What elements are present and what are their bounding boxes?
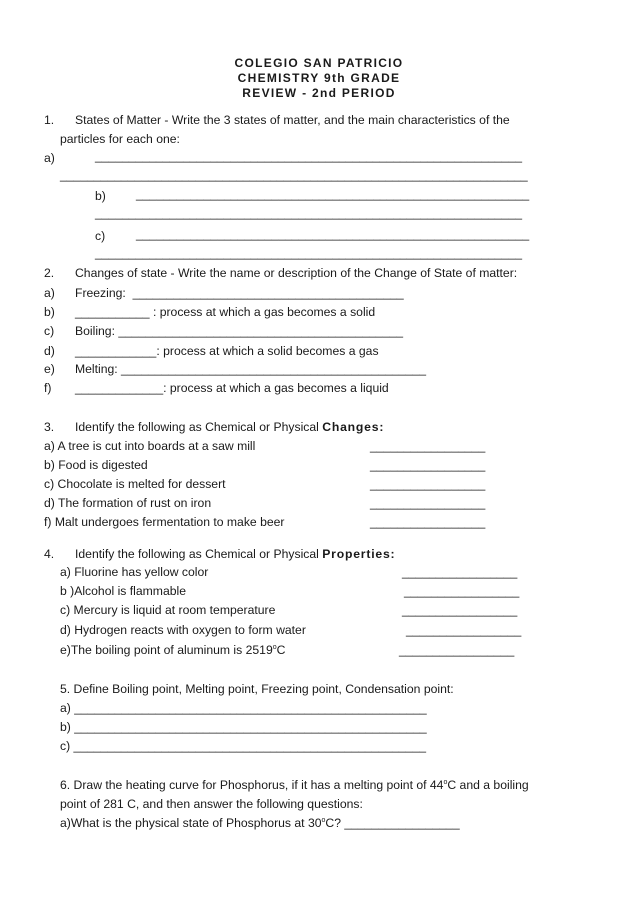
q2-number: 2. bbox=[44, 266, 55, 280]
q3-number: 3. bbox=[44, 420, 55, 434]
q6-question-a-blank[interactable]: _________________ bbox=[344, 816, 460, 830]
q4-item-a: a) Fluorine has yellow color bbox=[60, 565, 209, 579]
q2-d-item[interactable]: ____________: process at which a solid becomes a gas bbox=[75, 344, 379, 358]
q1-a-answer-line-2[interactable]: _____________________________________________________________________ bbox=[60, 168, 528, 182]
school-name: COLEGIO SAN PATRICIO bbox=[234, 56, 404, 70]
q4-item-e: e)The boiling point of aluminum is 2519$^o$C bbox=[60, 643, 286, 657]
q2-c-letter: c) bbox=[44, 324, 55, 338]
q3-prompt-bold: Changes: bbox=[322, 420, 385, 434]
q2-a-item[interactable]: Freezing: ________________________________________ bbox=[75, 286, 404, 300]
q2-f-letter: f) bbox=[44, 381, 52, 395]
q4-item-e-blank[interactable]: _________________ bbox=[399, 643, 515, 657]
q3-item-b-blank[interactable]: _________________ bbox=[370, 458, 486, 472]
q3-item-d: d) The formation of rust on iron bbox=[44, 496, 212, 510]
q2-d-letter: d) bbox=[44, 344, 55, 358]
q1-c-answer-line-2[interactable]: _______________________________________________________________ bbox=[95, 246, 523, 260]
q4-prompt: Identify the following as Chemical or Physical Properties: bbox=[75, 547, 396, 561]
q4-item-d-blank[interactable]: _________________ bbox=[406, 623, 522, 637]
q3-item-c-blank[interactable]: _________________ bbox=[370, 477, 486, 491]
q1-a-letter: a) bbox=[44, 151, 55, 165]
q6-prompt: 6. Draw the heating curve for Phosphorus, if it has a melting point of 44$^o$C and a boiling bbox=[60, 778, 529, 792]
q2-a-letter: a) bbox=[44, 286, 55, 300]
review-title: REVIEW - 2nd PERIOD bbox=[242, 86, 396, 100]
q5-item-b[interactable]: b) ____________________________________________________ bbox=[60, 720, 427, 734]
q4-number: 4. bbox=[44, 547, 55, 561]
q2-f-item[interactable]: _____________: process at which a gas becomes a liquid bbox=[75, 381, 389, 395]
q3-item-d-blank[interactable]: _________________ bbox=[370, 496, 486, 510]
q3-item-f-blank[interactable]: _________________ bbox=[370, 515, 486, 529]
q1-prompt-cont: particles for each one: bbox=[60, 132, 180, 146]
q1-b-answer-line[interactable]: __________________________________________________________ bbox=[136, 187, 530, 201]
q4-prompt-bold: Properties: bbox=[322, 547, 396, 561]
q1-c-answer-line[interactable]: __________________________________________________________ bbox=[136, 227, 530, 241]
q2-prompt: Changes of state - Write the name or description of the Change of State of matter: bbox=[75, 266, 518, 280]
q4-item-a-blank[interactable]: _________________ bbox=[402, 565, 518, 579]
q6-prompt-cont: point of 281 C, and then answer the following questions: bbox=[60, 797, 363, 811]
q4-item-d: d) Hydrogen reacts with oxygen to form water bbox=[60, 623, 306, 637]
course-title: CHEMISTRY 9th GRADE bbox=[237, 71, 401, 85]
q3-item-a: a) A tree is cut into boards at a saw mill bbox=[44, 439, 256, 453]
q2-c-item[interactable]: Boiling: __________________________________________ bbox=[75, 324, 404, 338]
q5-item-c[interactable]: c) ____________________________________________________ bbox=[60, 739, 426, 753]
q4-item-c-blank[interactable]: _________________ bbox=[402, 603, 518, 617]
q1-b-answer-line-2[interactable]: _______________________________________________________________ bbox=[95, 206, 523, 220]
q1-b-letter: b) bbox=[95, 189, 106, 203]
q4-item-c: c) Mercury is liquid at room temperature bbox=[60, 603, 276, 617]
q3-item-a-blank[interactable]: _________________ bbox=[370, 439, 486, 453]
q3-item-c: c) Chocolate is melted for dessert bbox=[44, 477, 226, 491]
q4-item-b: b )Alcohol is flammable bbox=[60, 584, 186, 598]
q5-item-a[interactable]: a) ____________________________________________________ bbox=[60, 701, 427, 715]
q2-b-letter: b) bbox=[44, 305, 55, 319]
q3-item-f: f) Malt undergoes fermentation to make beer bbox=[44, 515, 285, 529]
q2-b-item[interactable]: ___________ : process at which a gas becomes a solid bbox=[75, 305, 376, 319]
q1-number: 1. bbox=[44, 113, 55, 127]
q2-e-item[interactable]: Melting: _____________________________________________ bbox=[75, 362, 427, 376]
q1-prompt: States of Matter - Write the 3 states of matter, and the main characteristics of the bbox=[75, 113, 510, 127]
q3-item-b: b) Food is digested bbox=[44, 458, 148, 472]
q4-item-b-blank[interactable]: _________________ bbox=[404, 584, 520, 598]
q1-a-answer-line[interactable]: _______________________________________________________________ bbox=[95, 149, 523, 163]
q5-prompt: 5. Define Boiling point, Melting point, Freezing point, Condensation point: bbox=[60, 682, 454, 696]
q1-c-letter: c) bbox=[95, 229, 106, 243]
q2-e-letter: e) bbox=[44, 362, 55, 376]
q3-prompt: Identify the following as Chemical or Physical Changes: bbox=[75, 420, 385, 434]
q6-question-a: a)What is the physical state of Phosphorus at 30$^o$C? _________________ bbox=[60, 816, 460, 830]
